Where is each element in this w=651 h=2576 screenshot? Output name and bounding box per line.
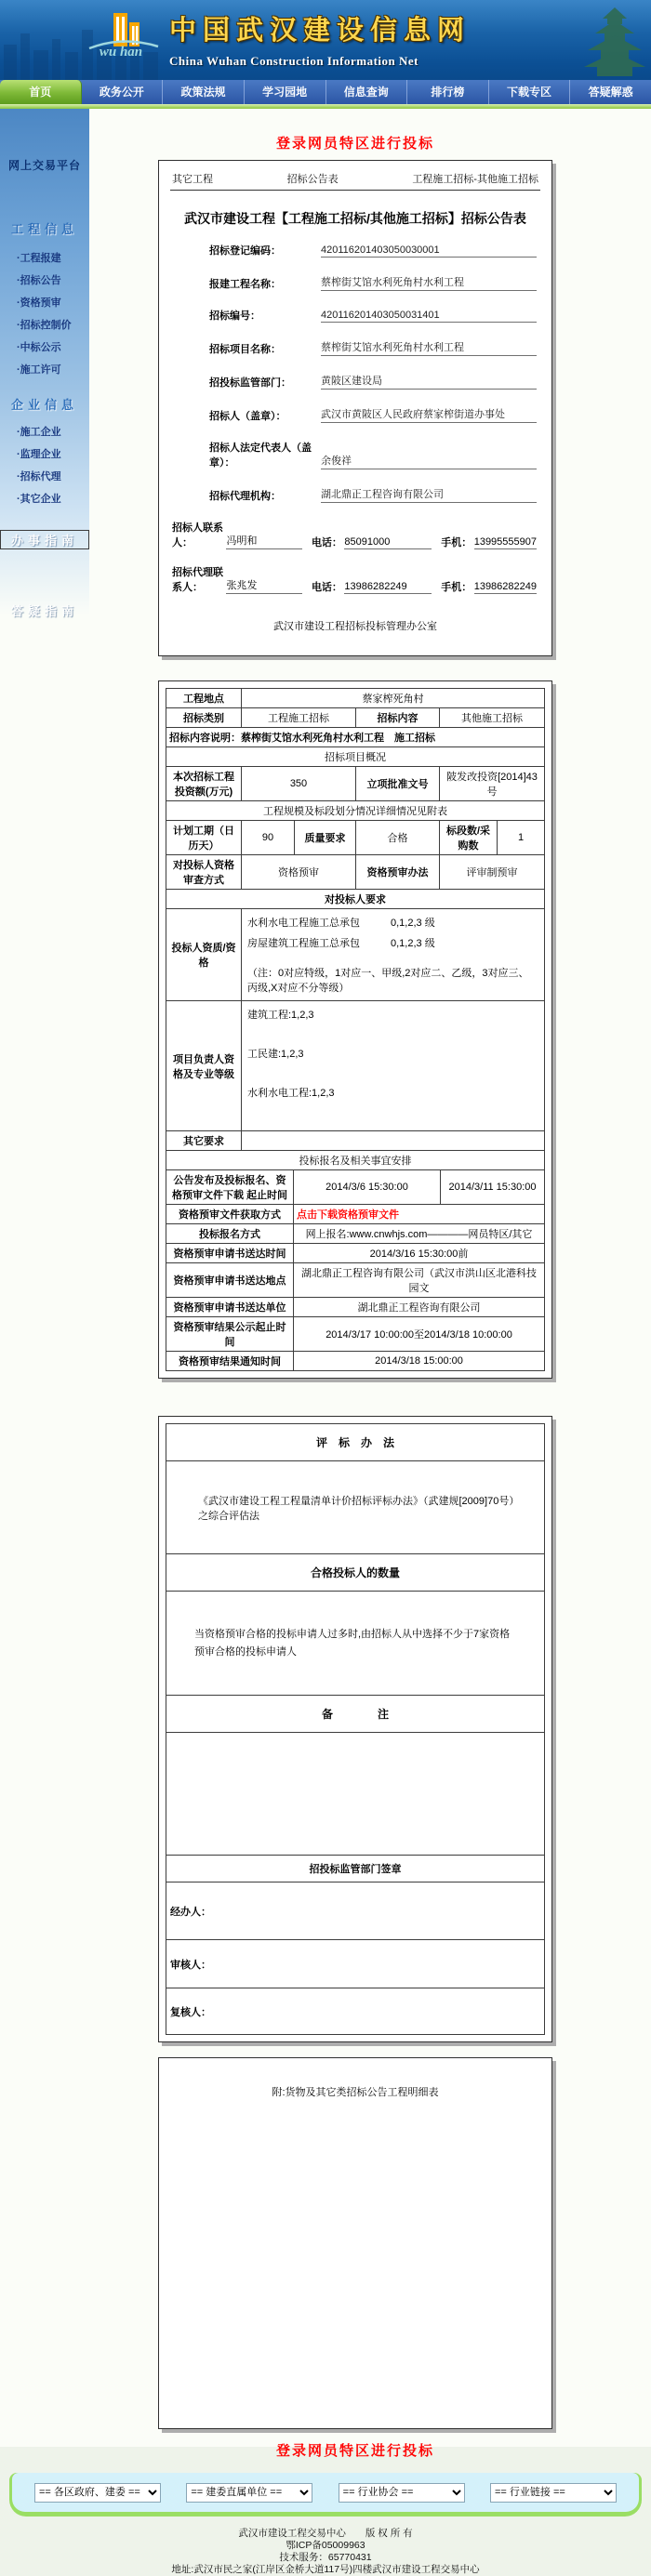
attachment-panel: [158, 2057, 552, 2429]
row-other-requirements: [166, 1130, 544, 1150]
row-bidder-requirements-header: [166, 889, 544, 908]
industry-association-select[interactable]: [339, 2483, 465, 2503]
remark-cell: [166, 1732, 544, 1855]
row-schedule-header: [166, 1150, 544, 1169]
cell-value: 网上报名:www.cnwhjs.com————网员特区/其它: [293, 1224, 544, 1243]
field-value: 420116201403050030001: [321, 244, 537, 258]
logo-script-text: wu han: [99, 45, 143, 59]
cell-label: 其它要求: [183, 1136, 224, 1147]
evaluation-method-text: 《武汉市建设工程工程量清单计价招标评标办法》（武建规[2009]70号）之综合评估法: [198, 1495, 520, 1522]
row-project-manager-qualification: [166, 1000, 544, 1130]
sidebar-section-service-guide[interactable]: 办事指南: [0, 530, 89, 549]
cell-value: 2014/3/16 15:30:00前: [293, 1244, 544, 1262]
cell-label: 招标类别: [183, 713, 224, 724]
login-bid-link-top[interactable]: 登录网员特区进行投标: [275, 136, 434, 152]
field-row-filed-project-name: [209, 274, 537, 291]
mobile-value: 13995555907: [473, 536, 537, 548]
sidebar-section-qa-guide[interactable]: 答疑指南: [10, 604, 78, 618]
sidebar-item-construction-enterprise[interactable]: ·施工企业: [17, 427, 61, 438]
cell-label: 公告发布及投标报名、资格预审文件下载 起止时间: [171, 1175, 288, 1201]
mobile-label: 手机：: [441, 537, 472, 548]
row-scale-note: [166, 800, 544, 820]
contact-name: 张兆发: [226, 577, 301, 594]
cell-label: 工程地点: [183, 694, 224, 705]
nav-tab-download[interactable]: 下载专区: [489, 80, 571, 104]
field-row-bid-project-name: [209, 339, 537, 356]
field-row-legal-representative: [209, 440, 537, 469]
cell-value: 蔡家榨死角村: [241, 689, 544, 707]
pagoda-art: [582, 6, 647, 76]
field-value: 武汉市黄陂区人民政府蔡家榨街道办事处: [321, 406, 537, 423]
sidebar-item-prequalification[interactable]: ·资格预审: [17, 297, 61, 309]
management-office-signature: 武汉市建设工程招标投标管理办公室: [273, 621, 437, 632]
mobile-label: 手机：: [441, 582, 472, 593]
field-label: 报建工程名称：: [209, 279, 281, 290]
nav-tab-qa[interactable]: 答疑解惑: [588, 86, 633, 99]
row-prequal-result-notice: [166, 1351, 544, 1370]
footer-icp: 鄂ICP备05009963: [286, 2540, 365, 2551]
cell-note: 工程规模及标段划分情况详细情况见附表: [263, 806, 447, 817]
field-row-tenderer: [209, 406, 537, 423]
contact-name: 冯明和: [226, 533, 301, 549]
breadcrumb: [170, 168, 540, 191]
cell-value: 湖北鼎正工程咨询有限公司: [293, 1298, 544, 1316]
friendly-links-bar-inner: [12, 2473, 639, 2512]
sidebar-item-other-enterprise[interactable]: ·其它企业: [17, 494, 61, 505]
industry-links-select[interactable]: [490, 2483, 617, 2503]
cell-description: 招标内容说明：蔡榨街艾馆水利死角村水利工程 施工招标: [169, 733, 435, 744]
section-header: 对投标人要求: [325, 894, 386, 905]
contact-label: 招标人联系人：: [172, 522, 223, 548]
download-prequal-doc-link[interactable]: 点击下载资格预审文件: [293, 1205, 544, 1223]
evaluation-method-header: 评 标 办 法: [315, 1436, 394, 1449]
row-announcement-period: [166, 1169, 544, 1204]
row-investment: [166, 766, 544, 800]
field-value: 420116201403050031401: [321, 310, 537, 323]
field-label: 招标编号：: [209, 310, 260, 322]
sidebar: [0, 109, 89, 618]
phone-label: 电话：: [311, 582, 342, 593]
manager-line: 水利水电工程:1,2,3: [247, 1088, 335, 1099]
site-logo[interactable]: [87, 7, 160, 73]
nav-tab-gov-open[interactable]: 政务公开: [82, 80, 164, 104]
online-trading-platform-link[interactable]: 网上交易平台: [7, 159, 81, 172]
row-bid-category: [166, 707, 544, 727]
cell-label: 资格预审结果公示起止时间: [173, 1322, 286, 1348]
field-label: 招标人（盖章）：: [209, 411, 286, 422]
main-area: [0, 109, 651, 2575]
section-header: 招标项目概况: [325, 752, 386, 763]
attachment-note: 附:货物及其它类招标公告工程明细表: [272, 2087, 439, 2098]
field-row-supervision-dept: [209, 373, 537, 390]
section-header: 投标报名及相关事宜安排: [299, 1156, 412, 1167]
friendly-links-bar: [9, 2473, 642, 2517]
reviewer-row: [166, 1988, 544, 2034]
cell-value: 合格: [355, 821, 439, 854]
cell-value: 湖北鼎正工程咨询有限公司（武汉市洪山区北港科技园文: [293, 1263, 544, 1297]
field-value: 余俊祥: [321, 453, 537, 469]
cell-value: 350: [241, 767, 355, 800]
cell-label: 资格预审申请书送达单位: [173, 1302, 286, 1314]
evaluation-method-panel: [158, 1416, 552, 2042]
row-qualification-review: [166, 854, 544, 889]
cell-value: 评审制预审: [439, 855, 544, 889]
field-value: 湖北鼎正工程咨询有限公司: [321, 486, 537, 503]
sidebar-item-bid-agency[interactable]: ·招标代理: [17, 471, 61, 482]
row-overview-header: [166, 746, 544, 766]
cell-manager-content: [241, 1001, 544, 1130]
field-value: 蔡榨街艾馆水利死角村水利工程: [321, 274, 537, 291]
footer-tech-service: 技术服务：65770431: [279, 2552, 372, 2563]
auditor-row: [166, 1939, 544, 1988]
field-label: 招投标监管部门：: [209, 377, 291, 389]
field-value: 蔡榨街艾馆水利死角村水利工程: [321, 339, 537, 356]
manager-line: 工民建:1,2,3: [247, 1049, 304, 1060]
content-column: [89, 109, 651, 2460]
field-label: 招标人法定代表人（盖章）：: [209, 443, 312, 469]
nav-tab-policy[interactable]: 政策法规: [163, 80, 245, 104]
cell-label: 计划工期（日历天）: [173, 826, 234, 852]
banner-titles: [169, 9, 541, 69]
cell-qualification-content: [241, 909, 544, 1000]
login-bid-link-bottom[interactable]: 登录网员特区进行投标: [275, 2443, 434, 2459]
qualified-bidders-cell: [166, 1591, 544, 1695]
cell-label: 投标报名方式: [199, 1229, 260, 1240]
qualification-line: 水利水电工程施工总承包 0,1,2,3 级: [247, 918, 435, 929]
site-subtitle: China Wuhan Construction Information Net: [169, 54, 419, 68]
handler-row: [166, 1882, 544, 1939]
evaluation-method-cell: [166, 1460, 544, 1553]
project-detail-panel: [158, 680, 552, 1379]
cell-label: 资格预审文件获取方式: [179, 1209, 281, 1221]
project-detail-table: [166, 688, 545, 1371]
announcement-form-panel: [158, 160, 552, 656]
cell-label: 本次招标工程投资额(万元): [173, 772, 234, 798]
district-gov-select[interactable]: [34, 2483, 161, 2503]
field-label: 招标登记编码：: [209, 245, 281, 257]
panel-column: [158, 109, 552, 2460]
cell-label: 质量要求: [294, 821, 355, 854]
cell-value: 工程施工招标: [241, 708, 355, 727]
sidebar-item-bid-control-price[interactable]: ·招标控制价: [17, 320, 72, 331]
phone-label: 电话：: [311, 537, 342, 548]
cell-label: 立项批准文号: [355, 767, 439, 800]
sidebar-item-supervision-enterprise[interactable]: ·监理企业: [17, 449, 61, 460]
row-application-delivery-place: [166, 1262, 544, 1297]
cell-end-time: 2014/3/11 15:30:00: [440, 1170, 544, 1204]
qualification-line: 房屋建筑工程施工总承包 0,1,2,3 级: [247, 938, 435, 949]
site-footer: [0, 2528, 651, 2576]
cell-value: 资格预审: [241, 855, 355, 889]
sidebar-item-bid-announcement[interactable]: ·招标公告: [17, 275, 61, 286]
manager-line: 建筑工程:1,2,3: [247, 1010, 314, 1021]
site-banner: [0, 0, 651, 80]
cell-value: 2014/3/17 10:00:00至2014/3/18 10:00:00: [293, 1317, 544, 1351]
cell-value: 其他施工招标: [439, 708, 544, 727]
mobile-value: 13986282249: [473, 581, 537, 592]
cell-label: 对投标人资格审查方式: [173, 860, 234, 886]
committee-units-select[interactable]: [186, 2483, 312, 2503]
cell-label: 项目负责人资格及专业等级: [173, 1053, 234, 1080]
contact-row-agency: [172, 564, 537, 594]
row-prequal-doc-access: [166, 1204, 544, 1223]
remark-header: 备 注: [166, 1695, 544, 1732]
sidebar-section-project-info: 工程信息: [10, 222, 78, 236]
breadcrumb-bid-type: 工程施工招标-其他施工招标: [412, 174, 538, 185]
field-row-registration-code: [209, 243, 537, 258]
phone-value: 13986282249: [344, 581, 432, 594]
main-nav: [0, 80, 651, 104]
field-label: 招标项目名称：: [209, 344, 281, 355]
cell-label: 资格预审结果通知时间: [179, 1356, 281, 1367]
footer-copyright: 武汉市建设工程交易中心 版 权 所 有: [238, 2528, 413, 2539]
contact-row-tenderer: [172, 520, 537, 549]
cell-label: 资格预审申请书送达时间: [173, 1248, 286, 1260]
handler-label: 经办人：: [170, 1906, 211, 1918]
phone-value: 85091000: [344, 536, 432, 549]
contact-label: 招标代理联系人：: [172, 567, 223, 593]
cell-value: 90: [241, 821, 294, 854]
sidebar-item-construction-permit[interactable]: ·施工许可: [17, 364, 61, 376]
nav-tab-info-query[interactable]: 信息查询: [326, 80, 408, 104]
cell-start-time: 2014/3/6 15:30:00: [293, 1170, 440, 1204]
footer-address: 地址:武汉市民之家(江岸区金桥大道117号)四楼武汉市建设工程交易中心: [171, 2564, 480, 2575]
row-application-delivery-unit: [166, 1297, 544, 1316]
cell-label: 资格预审申请书送达地点: [173, 1275, 286, 1287]
cell-value: 2014/3/18 15:00:00: [293, 1352, 544, 1370]
breadcrumb-project-type: 其它工程: [172, 174, 213, 185]
sidebar-item-project-filing[interactable]: ·工程报建: [17, 253, 61, 264]
supervision-dept-seal-header: 招投标监管部门签章: [166, 1855, 544, 1882]
evaluation-method-table: [166, 1423, 545, 2035]
nav-tab-ranking[interactable]: 排行榜: [407, 80, 489, 104]
field-value: 黄陂区建设局: [321, 373, 537, 390]
qualified-bidders-text: 当资格预审合格的投标申请人过多时,由招标人从中选择不少于7家资格预审合格的投标申请人: [194, 1628, 511, 1658]
field-row-bid-number: [209, 308, 537, 323]
cell-label: 资格预审办法: [355, 855, 439, 889]
row-content-description: [166, 727, 544, 746]
field-label: 招标代理机构：: [209, 491, 281, 502]
reviewer-label: 复核人：: [170, 2006, 211, 2018]
site-title: 中国武汉建设信息网: [169, 16, 472, 46]
auditor-label: 审核人：: [170, 1959, 211, 1971]
row-prequal-result-publicity: [166, 1316, 544, 1351]
row-bidder-qualification: [166, 908, 544, 1000]
cell-label: 投标人资质/资格: [171, 943, 236, 969]
cell-value: 1: [497, 821, 544, 854]
cell-value: 陂发改投资[2014]43号: [439, 767, 544, 800]
cell-value: [241, 1131, 544, 1150]
cell-label: 标段数/采购数: [439, 821, 497, 854]
row-project-location: [166, 689, 544, 707]
qualified-bidders-header: 合格投标人的数量: [166, 1553, 544, 1591]
field-row-bid-agency: [209, 486, 537, 503]
nav-tab-learning[interactable]: 学习园地: [245, 80, 326, 104]
form-title: 武汉市建设工程【工程施工招标/其他施工招标】招标公告表: [184, 211, 526, 226]
sidebar-item-winner-publicity[interactable]: ·中标公示: [17, 342, 61, 353]
nav-tab-home[interactable]: 首页: [0, 80, 82, 104]
row-duration: [166, 820, 544, 854]
cell-label: 招标内容: [355, 708, 439, 727]
row-application-delivery-time: [166, 1243, 544, 1262]
breadcrumb-form-name: 招标公告表: [286, 174, 339, 185]
sidebar-section-enterprise-info: 企业信息: [10, 398, 78, 412]
row-signup-method: [166, 1223, 544, 1243]
qualification-note: （注：0对应特级，1对应一、甲级,2对应二、乙级，3对应三、丙级,X对应不分等级）: [247, 968, 529, 994]
